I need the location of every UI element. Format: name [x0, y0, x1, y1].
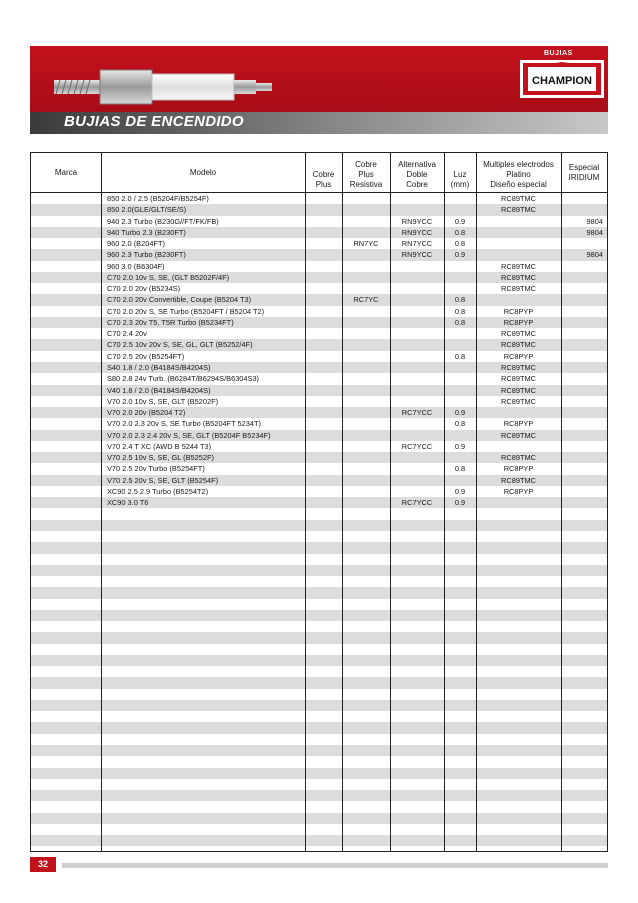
- cobre-plus-cell: [305, 486, 342, 497]
- multiples-cell: RC89TMC: [501, 340, 536, 350]
- cobre-plus-resistiva-cell: RC7YC: [353, 295, 379, 305]
- table-row: [31, 418, 607, 429]
- empty-row: [31, 689, 607, 700]
- cobre-plus-resistiva-cell: [342, 373, 390, 384]
- empty-row: [31, 801, 607, 812]
- empty-row: [31, 722, 607, 733]
- page-number: 32: [30, 857, 56, 872]
- header-multiples: [476, 153, 561, 193]
- header-esp-line1: Especial: [568, 163, 600, 172]
- brand-subtitle: BUJIAS: [544, 50, 573, 57]
- alternativa-cell: RC7YCC: [401, 408, 433, 418]
- cobre-plus-resistiva-cell: [342, 452, 390, 463]
- header-especial: [561, 153, 607, 193]
- header-cobre-plus: [305, 153, 342, 193]
- luz-cell: [444, 193, 476, 204]
- multiples-cell: RC89TMC: [501, 385, 536, 395]
- multiples-cell: RC8PYP: [503, 419, 534, 429]
- col-divider: [444, 153, 445, 851]
- cobre-plus-resistiva-cell: [342, 283, 390, 294]
- iridium-cell: [561, 351, 607, 362]
- modelo-cell: XC90 3.0 T6: [107, 498, 149, 508]
- luz-cell: 0.9: [454, 441, 466, 451]
- modelo-cell: C70 2.0 20v (B5234S): [107, 284, 181, 294]
- iridium-cell: [561, 193, 607, 204]
- cobre-plus-cell: [305, 238, 342, 249]
- cobre-plus-resistiva-cell: [342, 407, 390, 418]
- cobre-plus-resistiva-cell: [342, 430, 390, 441]
- modelo-cell: V70 2.5 20v Turbo (B5254FT): [107, 464, 205, 474]
- multiples-cell: RC8PYP: [503, 351, 534, 361]
- multiples-cell: [476, 407, 561, 418]
- empty-row: [31, 508, 607, 519]
- iridium-cell: [561, 261, 607, 272]
- luz-cell: 0.8: [454, 464, 466, 474]
- multiples-cell: RC89TMC: [501, 261, 536, 271]
- spark-plug-table: [30, 152, 608, 852]
- multiples-cell: [476, 249, 561, 260]
- iridium-cell: [561, 328, 607, 339]
- col-divider: [305, 153, 306, 851]
- modelo-cell: 960 3.0 (B6304F): [107, 261, 165, 271]
- iridium-cell: [561, 418, 607, 429]
- header-marca: [31, 153, 101, 193]
- footer-bar: [62, 863, 608, 868]
- cobre-plus-resistiva-cell: [342, 306, 390, 317]
- empty-row: [31, 599, 607, 610]
- alternativa-cell: [390, 328, 444, 339]
- modelo-cell: XC90 2.5 2.9 Turbo (B5254T2): [107, 486, 209, 496]
- col-divider: [342, 153, 343, 851]
- table-row: [31, 238, 607, 249]
- cobre-plus-resistiva-cell: [342, 339, 390, 350]
- modelo-cell: C70 2.5 10v 20v S, SE, GL, GLT (B5252/4F): [107, 340, 253, 350]
- alternativa-cell: RN9YCC: [401, 250, 433, 260]
- empty-row: [31, 677, 607, 688]
- cobre-plus-cell: [305, 497, 342, 508]
- empty-row: [31, 655, 607, 666]
- table-row: [31, 283, 607, 294]
- multiples-cell: RC89TMC: [501, 205, 536, 215]
- iridium-cell: [561, 452, 607, 463]
- alternativa-cell: RC7YCC: [401, 498, 433, 508]
- table-row: [31, 497, 607, 508]
- cobre-plus-cell: [305, 418, 342, 429]
- multiples-cell: RC89TMC: [501, 272, 536, 282]
- empty-row: [31, 711, 607, 722]
- table-row: [31, 227, 607, 238]
- cobre-plus-resistiva-cell: [342, 272, 390, 283]
- luz-cell: [444, 385, 476, 396]
- table-row: [31, 193, 607, 204]
- multiples-cell: [476, 497, 561, 508]
- luz-cell: 0.8: [454, 306, 466, 316]
- table-row: [31, 385, 607, 396]
- col-divider: [476, 153, 477, 851]
- header-luz-line1: Luz: [453, 170, 467, 179]
- empty-row: [31, 790, 607, 801]
- luz-cell: 0.9: [454, 498, 466, 508]
- cobre-plus-resistiva-cell: [342, 441, 390, 452]
- empty-row: [31, 632, 607, 643]
- alternativa-cell: [390, 385, 444, 396]
- multiples-cell: RC8PYP: [503, 317, 534, 327]
- header-alt-line1: Alternativa: [398, 160, 436, 169]
- table-row: [31, 261, 607, 272]
- header-luz: [444, 153, 476, 193]
- header-marca-label: Marca: [54, 168, 78, 177]
- cobre-plus-cell: [305, 249, 342, 260]
- alternativa-cell: [390, 317, 444, 328]
- iridium-cell: [561, 396, 607, 407]
- modelo-cell: C70 2.5 20v (B5254FT): [107, 351, 185, 361]
- luz-cell: [444, 362, 476, 373]
- modelo-cell: 960 2.0 (B204FT): [107, 239, 165, 249]
- multiples-cell: [476, 238, 561, 249]
- modelo-cell: C70 2.0 20v Convertible, Coupe (B5204 T3): [107, 295, 252, 305]
- header-esp-line2: IRIDIUM: [568, 173, 600, 182]
- modelo-cell: 940 Turbo 2.3 (B230FT): [107, 227, 186, 237]
- empty-row: [31, 813, 607, 824]
- alternativa-cell: [390, 294, 444, 305]
- luz-cell: 0.9: [454, 408, 466, 418]
- iridium-cell: [561, 294, 607, 305]
- cobre-plus-cell: [305, 272, 342, 283]
- modelo-cell: C70 2.4 20v: [107, 329, 147, 339]
- alternativa-cell: RN7YCC: [401, 239, 433, 249]
- cobre-plus-resistiva-cell: [342, 396, 390, 407]
- empty-row: [31, 824, 607, 835]
- empty-row: [31, 644, 607, 655]
- multiples-cell: RC89TMC: [501, 194, 536, 203]
- iridium-cell: [561, 238, 607, 249]
- table-row: [31, 486, 607, 497]
- cobre-plus-cell: [305, 339, 342, 350]
- multiples-cell: RC89TMC: [501, 329, 536, 339]
- cobre-plus-cell: [305, 441, 342, 452]
- cobre-plus-cell: [305, 216, 342, 227]
- alternativa-cell: [390, 373, 444, 384]
- cobre-plus-cell: [305, 351, 342, 362]
- cobre-plus-resistiva-cell: RN7YC: [353, 239, 379, 249]
- cobre-plus-resistiva-cell: [342, 317, 390, 328]
- cobre-plus-resistiva-cell: [342, 261, 390, 272]
- multiples-cell: RC8PYP: [503, 464, 534, 474]
- cobre-plus-cell: [305, 407, 342, 418]
- empty-row: [31, 666, 607, 677]
- empty-row: [31, 745, 607, 756]
- col-divider: [561, 153, 562, 851]
- empty-row: [31, 756, 607, 767]
- header-mult-line2: Platino: [506, 170, 531, 179]
- iridium-cell: [561, 475, 607, 486]
- cobre-plus-cell: [305, 283, 342, 294]
- alternativa-cell: [390, 351, 444, 362]
- modelo-cell: V70 2.0 2.3 20v S, SE Turbo (B5204FT 5234T): [107, 419, 261, 429]
- multiples-cell: [476, 441, 561, 452]
- iridium-cell: [561, 430, 607, 441]
- header-cpr-line2: Plus: [358, 170, 374, 179]
- table-row: [31, 407, 607, 418]
- alternativa-cell: [390, 396, 444, 407]
- cobre-plus-resistiva-cell: [342, 193, 390, 204]
- cobre-plus-cell: [305, 385, 342, 396]
- iridium-cell: [561, 362, 607, 373]
- cobre-plus-resistiva-cell: [342, 418, 390, 429]
- multiples-cell: RC8PYP: [503, 486, 534, 496]
- iridium-cell: [561, 306, 607, 317]
- alternativa-cell: [390, 272, 444, 283]
- alternativa-cell: [390, 452, 444, 463]
- header-alt-line3: Cobre: [406, 180, 428, 189]
- cobre-plus-cell: [305, 261, 342, 272]
- header-cobre-plus-line2: Plus: [315, 180, 332, 189]
- luz-cell: 0.8: [454, 295, 466, 305]
- iridium-cell: [561, 497, 607, 508]
- multiples-cell: RC89TMC: [501, 453, 536, 463]
- cobre-plus-resistiva-cell: [342, 351, 390, 362]
- iridium-cell: [561, 204, 607, 215]
- empty-row: [31, 587, 607, 598]
- modelo-cell: S80 2.8 24v Turb. (B6284T/B6294S/B6304S3): [107, 374, 260, 384]
- table-body: [31, 193, 607, 846]
- cobre-plus-cell: [305, 452, 342, 463]
- header-banner: [30, 46, 608, 134]
- multiples-cell: RC89TMC: [501, 374, 536, 384]
- iridium-cell: 9804: [586, 227, 603, 237]
- header-luz-line2: (mm): [450, 180, 470, 189]
- table-row: [31, 328, 607, 339]
- multiples-cell: [476, 227, 561, 238]
- luz-cell: 0.8: [454, 227, 466, 237]
- table-row: [31, 216, 607, 227]
- cobre-plus-cell: [305, 373, 342, 384]
- modelo-cell: V70 2.0 10v S, SE, GLT (B5202F): [107, 396, 219, 406]
- empty-row: [31, 700, 607, 711]
- iridium-cell: [561, 486, 607, 497]
- cobre-plus-cell: [305, 317, 342, 328]
- iridium-cell: [561, 272, 607, 283]
- table-header: [31, 153, 607, 193]
- alternativa-cell: [390, 193, 444, 204]
- multiples-cell: RC89TMC: [501, 475, 536, 485]
- cobre-plus-cell: [305, 193, 342, 204]
- empty-row: [31, 835, 607, 846]
- multiples-cell: RC89TMC: [501, 430, 536, 440]
- cobre-plus-resistiva-cell: [342, 486, 390, 497]
- cobre-plus-resistiva-cell: [342, 204, 390, 215]
- iridium-cell: [561, 463, 607, 474]
- empty-row: [31, 520, 607, 531]
- luz-cell: 0.9: [454, 250, 466, 260]
- cobre-plus-resistiva-cell: [342, 362, 390, 373]
- empty-row: [31, 768, 607, 779]
- cobre-plus-cell: [305, 396, 342, 407]
- luz-cell: [444, 373, 476, 384]
- modelo-cell: C70 2.3 20v T5, T5R Turbo (B5234FT): [107, 317, 234, 327]
- table-row: [31, 463, 607, 474]
- page-title: BUJIAS DE ENCENDIDO: [64, 113, 244, 130]
- table-row: [31, 373, 607, 384]
- cobre-plus-resistiva-cell: [342, 249, 390, 260]
- table-row: [31, 294, 607, 305]
- header-cobre-plus-line1: Cobre: [312, 170, 335, 179]
- table-row: [31, 272, 607, 283]
- luz-cell: [444, 452, 476, 463]
- table-row: [31, 249, 607, 260]
- multiples-cell: [476, 294, 561, 305]
- luz-cell: [444, 272, 476, 283]
- iridium-cell: [561, 283, 607, 294]
- modelo-cell: V70 2.0 2.3 2.4 20v S, SE, GLT (B5204F B5234F): [107, 430, 271, 440]
- cobre-plus-cell: [305, 328, 342, 339]
- header-mult-line3: Diseño especial: [490, 180, 547, 189]
- modelo-cell: 940 2.3 Turbo (B230G//FT/FK/FB): [107, 216, 219, 226]
- modelo-cell: C70 2.0 20v S, SE Turbo (B5204FT / B5204 T2): [107, 306, 265, 316]
- table-row: [31, 306, 607, 317]
- iridium-cell: [561, 441, 607, 452]
- table-row: [31, 204, 607, 215]
- luz-cell: [444, 328, 476, 339]
- alternativa-cell: RN9YCC: [401, 227, 433, 237]
- iridium-cell: 9804: [586, 216, 603, 226]
- empty-row: [31, 621, 607, 632]
- champion-logo: [520, 60, 604, 98]
- iridium-cell: 9804: [586, 250, 603, 260]
- alternativa-cell: [390, 475, 444, 486]
- luz-cell: [444, 396, 476, 407]
- modelo-cell: V70 2.5 10v S, SE, GL (B5252F): [107, 453, 214, 463]
- empty-row: [31, 565, 607, 576]
- alternativa-cell: [390, 339, 444, 350]
- luz-cell: [444, 475, 476, 486]
- luz-cell: 0.8: [454, 239, 466, 249]
- modelo-cell: V70 2.4 T XC (AWD B 5244 T3): [107, 441, 212, 451]
- luz-cell: 0.9: [454, 216, 466, 226]
- header-cobre-plus-resistiva: [342, 153, 390, 193]
- table-row: [31, 441, 607, 452]
- table-row: [31, 362, 607, 373]
- iridium-cell: [561, 317, 607, 328]
- alternativa-cell: [390, 486, 444, 497]
- cobre-plus-cell: [305, 362, 342, 373]
- modelo-cell: C70 2.0 10v S, SE, (GLT B5202F/4F): [107, 272, 230, 282]
- alternativa-cell: [390, 430, 444, 441]
- table-row: [31, 351, 607, 362]
- table-row: [31, 317, 607, 328]
- multiples-cell: RC8PYP: [503, 306, 534, 316]
- empty-row: [31, 779, 607, 790]
- cobre-plus-cell: [305, 204, 342, 215]
- cobre-plus-resistiva-cell: [342, 497, 390, 508]
- modelo-cell: 850 2.0(GLE/GLT/SE/S): [107, 205, 187, 215]
- empty-row: [31, 542, 607, 553]
- alternativa-cell: RC7YCC: [401, 441, 433, 451]
- empty-row: [31, 554, 607, 565]
- modelo-cell: 960 2.3 Turbo (B230FT): [107, 250, 186, 260]
- table-row: [31, 430, 607, 441]
- empty-row: [31, 576, 607, 587]
- cobre-plus-cell: [305, 306, 342, 317]
- header-modelo: [101, 153, 305, 193]
- iridium-cell: [561, 373, 607, 384]
- header-alt-line2: Doble: [406, 170, 428, 179]
- modelo-cell: V40 1.8 / 2.0 (B4184S/B4204S): [107, 385, 211, 395]
- luz-cell: 0.8: [454, 419, 466, 429]
- header-alternativa: [390, 153, 444, 193]
- empty-row: [31, 610, 607, 621]
- col-divider: [101, 153, 102, 851]
- cobre-plus-cell: [305, 227, 342, 238]
- iridium-cell: [561, 339, 607, 350]
- cobre-plus-cell: [305, 475, 342, 486]
- alternativa-cell: [390, 204, 444, 215]
- cobre-plus-resistiva-cell: [342, 216, 390, 227]
- multiples-cell: RC89TMC: [501, 284, 536, 294]
- alternativa-cell: RN9YCC: [401, 216, 433, 226]
- luz-cell: [444, 261, 476, 272]
- empty-row: [31, 531, 607, 542]
- cobre-plus-cell: [305, 430, 342, 441]
- cobre-plus-resistiva-cell: [342, 475, 390, 486]
- multiples-cell: RC89TMC: [501, 362, 536, 372]
- alternativa-cell: [390, 306, 444, 317]
- luz-cell: [444, 430, 476, 441]
- cobre-plus-cell: [305, 463, 342, 474]
- header-modelo-label: Modelo: [189, 168, 217, 177]
- header-mult-line1: Multiples electrodos: [483, 160, 554, 169]
- alternativa-cell: [390, 463, 444, 474]
- header-cpr-line1: Cobre: [355, 160, 377, 169]
- alternativa-cell: [390, 418, 444, 429]
- alternativa-cell: [390, 261, 444, 272]
- empty-row: [31, 734, 607, 745]
- alternativa-cell: [390, 362, 444, 373]
- luz-cell: [444, 339, 476, 350]
- table-row: [31, 452, 607, 463]
- luz-cell: [444, 204, 476, 215]
- table-row: [31, 475, 607, 486]
- header-cpr-line3: Resistiva: [349, 180, 383, 189]
- iridium-cell: [561, 385, 607, 396]
- modelo-cell: V70 2.5 20v S, SE, GLT (B5254F): [107, 475, 219, 485]
- alternativa-cell: [390, 283, 444, 294]
- svg-text:CHAMPION: CHAMPION: [532, 75, 592, 87]
- cobre-plus-resistiva-cell: [342, 385, 390, 396]
- cobre-plus-resistiva-cell: [342, 463, 390, 474]
- col-divider: [390, 153, 391, 851]
- modelo-cell: 850 2.0 / 2.5 (B5204F/B5254F): [107, 194, 209, 203]
- luz-cell: 0.9: [454, 486, 466, 496]
- multiples-cell: RC89TMC: [501, 396, 536, 406]
- modelo-cell: S40 1.8 / 2.0 (B4184S/B4204S): [107, 362, 211, 372]
- cobre-plus-resistiva-cell: [342, 328, 390, 339]
- multiples-cell: [476, 216, 561, 227]
- table-row: [31, 339, 607, 350]
- luz-cell: [444, 283, 476, 294]
- cobre-plus-cell: [305, 294, 342, 305]
- luz-cell: 0.8: [454, 317, 466, 327]
- cobre-plus-resistiva-cell: [342, 227, 390, 238]
- luz-cell: 0.8: [454, 351, 466, 361]
- table-row: [31, 396, 607, 407]
- modelo-cell: V70 2.0 20v (B5204 T2): [107, 408, 186, 418]
- iridium-cell: [561, 407, 607, 418]
